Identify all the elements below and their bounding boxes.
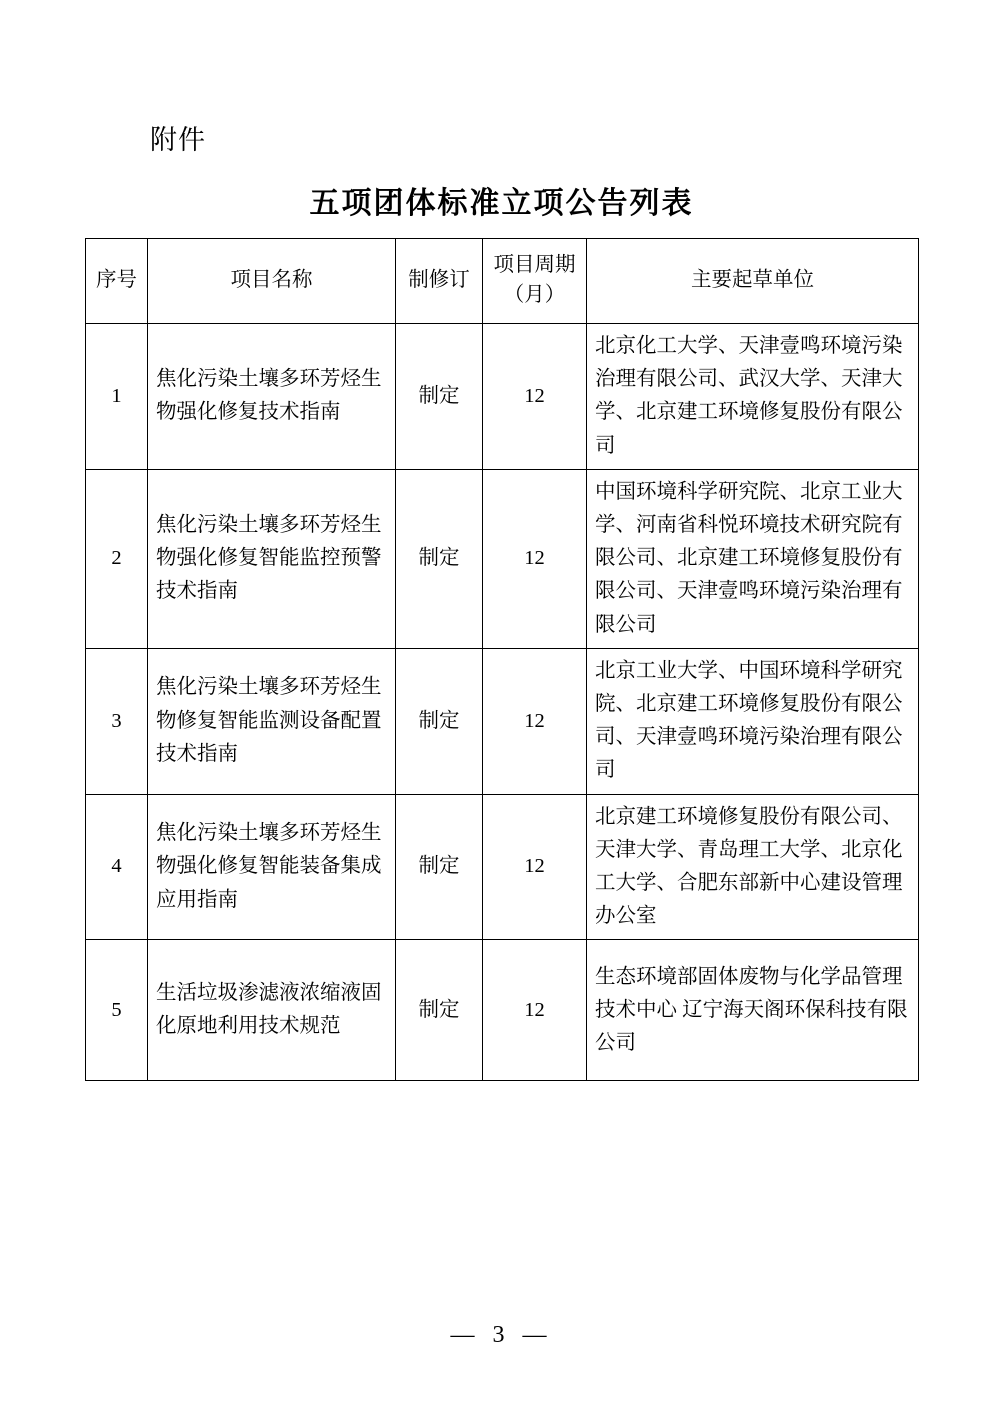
table-row [86, 648, 919, 794]
cell-seq: 5 [86, 940, 148, 1081]
table-row [86, 469, 919, 648]
page-title: 五项团体标准立项公告列表 [309, 187, 694, 220]
cell-period: 12 [483, 940, 587, 1081]
column-header-seq: 序号 [86, 239, 148, 324]
cell-type: 制定 [396, 648, 483, 794]
cell-period: 12 [483, 648, 587, 794]
cell-organizations: 北京化工大学、天津壹鸣环境污染治理有限公司、武汉大学、天津大学、北京建工环境修复股份有限公司 [587, 324, 919, 470]
cell-project-name: 焦化污染土壤多环芳烃生物修复智能监测设备配置技术指南 [148, 648, 396, 794]
cell-seq: 2 [86, 469, 148, 648]
page-number: — 3 — [450, 1322, 553, 1348]
column-header-period-line2: （月） [503, 284, 566, 306]
cell-project-name: 生活垃圾渗滤液浓缩液固化原地利用技术规范 [148, 940, 396, 1081]
cell-type: 制定 [396, 324, 483, 470]
table-body [86, 324, 919, 1081]
standards-table [85, 238, 919, 1081]
cell-type: 制定 [396, 469, 483, 648]
cell-type: 制定 [396, 794, 483, 940]
cell-organizations: 中国环境科学研究院、北京工业大学、河南省科悦环境技术研究院有限公司、北京建工环境修复股份有限公司、天津壹鸣环境污染治理有限公司 [587, 469, 919, 648]
table-row [86, 794, 919, 940]
cell-type: 制定 [396, 940, 483, 1081]
column-header-period-line1: 项目周期 [493, 254, 576, 277]
table-header [86, 239, 919, 324]
attachment-label: 附件 [150, 125, 206, 155]
cell-organizations: 北京建工环境修复股份有限公司、天津大学、青岛理工大学、北京化工大学、合肥东部新中心建设管理办公室 [587, 794, 919, 940]
cell-organizations: 北京工业大学、中国环境科学研究院、北京建工环境修复股份有限公司、天津壹鸣环境污染治理有限公司 [587, 648, 919, 794]
column-header-period [483, 239, 587, 324]
cell-period: 12 [483, 469, 587, 648]
cell-period: 12 [483, 324, 587, 470]
cell-project-name: 焦化污染土壤多环芳烃生物强化修复技术指南 [148, 324, 396, 470]
table-header-row [86, 239, 919, 324]
cell-project-name: 焦化污染土壤多环芳烃生物强化修复智能装备集成应用指南 [148, 794, 396, 940]
cell-seq: 4 [86, 794, 148, 940]
cell-period: 12 [483, 794, 587, 940]
column-header-organizations: 主要起草单位 [587, 239, 919, 324]
cell-seq: 1 [86, 324, 148, 470]
column-header-type: 制修订 [396, 239, 483, 324]
cell-seq: 3 [86, 648, 148, 794]
cell-organizations: 生态环境部固体废物与化学品管理技术中心 辽宁海天阁环保科技有限公司 [587, 940, 919, 1081]
table-row [86, 940, 919, 1081]
cell-project-name: 焦化污染土壤多环芳烃生物强化修复智能监控预警技术指南 [148, 469, 396, 648]
table-row [86, 324, 919, 470]
column-header-project-name: 项目名称 [148, 239, 396, 324]
